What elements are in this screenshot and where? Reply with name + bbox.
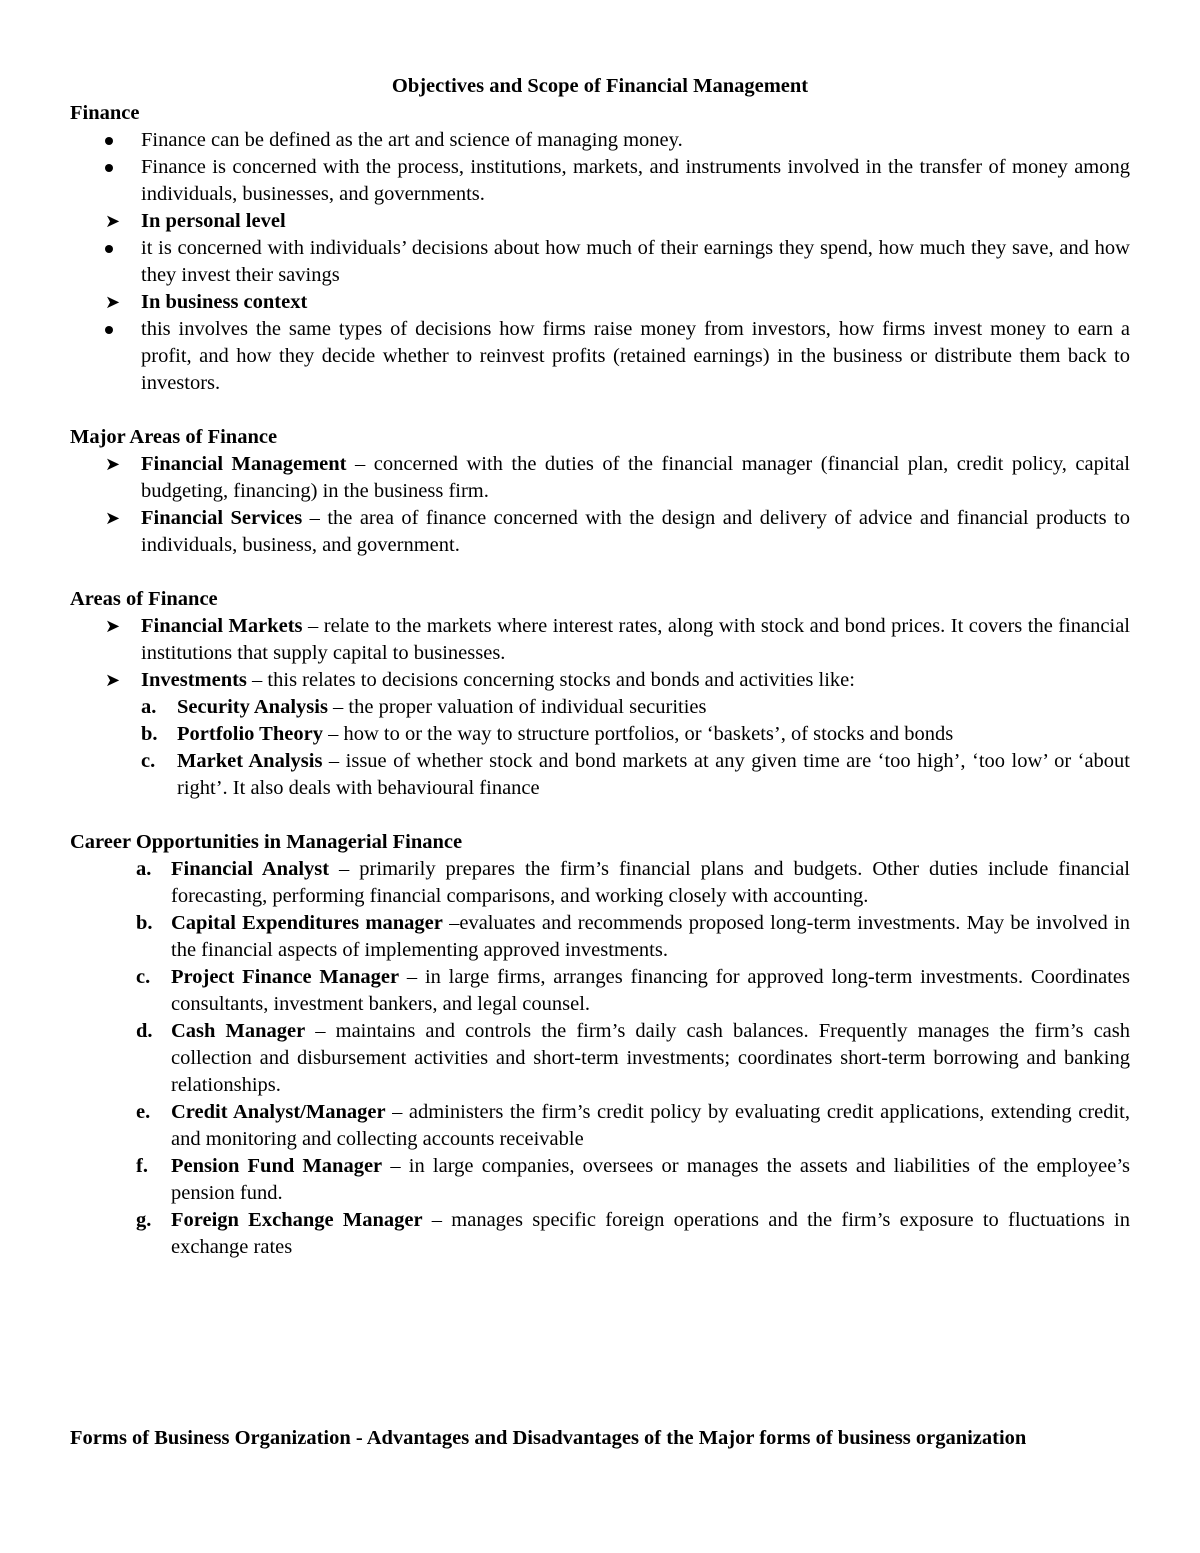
finance-arrow-item: ➤ In business context [70,289,1130,316]
arrow-bullet-icon: ➤ [105,508,121,529]
area-item: ➤ Financial Markets – relate to the markets where interest rates, along with stock and bond prices. It covers the financial institutions that supply capital to businesses. [105,615,1130,664]
arrow-bullet-icon: ➤ [105,670,121,691]
major-area-item: ➤ Financial Management – concerned with the duties of the financial manager (financial plan, credit policy, capital budgeting, financing) in the business firm. [105,453,1131,502]
investment-sub-item: a. Security Analysis – the proper valuation of individual securities [141,696,707,718]
finance-bullet-item: it is concerned with individuals’ decisions about how much of their earnings they spend, how much they save, and how they invest their savings [70,235,1130,289]
career-item: b. Capital Expenditures manager –evaluates and recommends proposed long-term investments. May be involved in the financial aspects of implementing approved investments. [136,912,1130,961]
arrow-bullet-icon: ➤ [105,211,121,232]
finance-list [70,127,1130,397]
major-areas-list [70,451,1130,559]
major-areas-heading: Major Areas of Finance [70,426,278,448]
career-item: d. Cash Manager – maintains and controls the firm’s daily cash balances. Frequently manages the firm’s cash collection and disbursement activities and short-term investments; coordinates short-term borrowing and banking relationships. [136,1020,1130,1096]
career-item: f. Pension Fund Manager – in large companies, oversees or manages the assets and liabilities of the employee’s pension fund. [136,1155,1130,1204]
areas-list [70,613,1130,694]
finance-bullet-item: this involves the same types of decisions how firms raise money from investors, how firms invest money to earn a profit, and how they decide whether to reinvest profits (retained earnings) in the business or distribute them back to investors. [70,316,1130,397]
careers-heading: Career Opportunities in Managerial Finance [70,831,463,853]
finance-bullet-item: Finance can be defined as the art and science of managing money. [70,127,1130,154]
career-item: g. Foreign Exchange Manager – manages specific foreign operations and the firm’s exposure to fluctuations in exchange rates [136,1209,1130,1258]
careers-list [70,856,1130,1261]
area-item: ➤ Investments – this relates to decisions concerning stocks and bonds and activities like: [70,667,1130,694]
arrow-bullet-icon: ➤ [105,616,121,637]
document-title: Objectives and Scope of Financial Management [391,75,809,97]
career-item: a. Financial Analyst – primarily prepares the firm’s financial plans and budgets. Other duties include financial forecasting, performing financial comparisons, and working closely with accounting. [136,858,1130,907]
finance-bullet-item: Finance is concerned with the process, institutions, markets, and instruments involved in the transfer of money among individuals, businesses, and governments. [70,154,1130,208]
arrow-bullet-icon: ➤ [105,292,121,313]
document-content [70,73,1130,1261]
finance-heading: Finance [70,102,140,124]
investments-sublist [70,694,1130,802]
arrow-bullet-icon: ➤ [105,454,121,475]
investment-sub-item: c. Market Analysis – issue of whether stock and bond markets at any given time are ‘too high’, ‘too low’ or ‘about right’. It also deals with behavioural finance [141,750,1130,799]
forms-of-business-heading: Forms of Business Organization - Advantages and Disadvantages of the Major forms of business organization [70,1427,1027,1449]
career-item: c. Project Finance Manager – in large firms, arranges financing for approved long-term investments. Coordinates consultants, investment bankers, and legal counsel. [136,966,1130,1015]
major-area-item: ➤ Financial Services – the area of finance concerned with the design and delivery of advice and financial products to individuals, business, and government. [105,507,1131,556]
investment-sub-item: b. Portfolio Theory – how to or the way to structure portfolios, or ‘baskets’, of stocks and bonds [141,723,954,745]
career-item: e. Credit Analyst/Manager – administers the firm’s credit policy by evaluating credit applications, extending credit, and monitoring and collecting accounts receivable [136,1101,1130,1150]
areas-heading: Areas of Finance [70,588,218,610]
finance-arrow-item: ➤ In personal level [70,208,1130,235]
